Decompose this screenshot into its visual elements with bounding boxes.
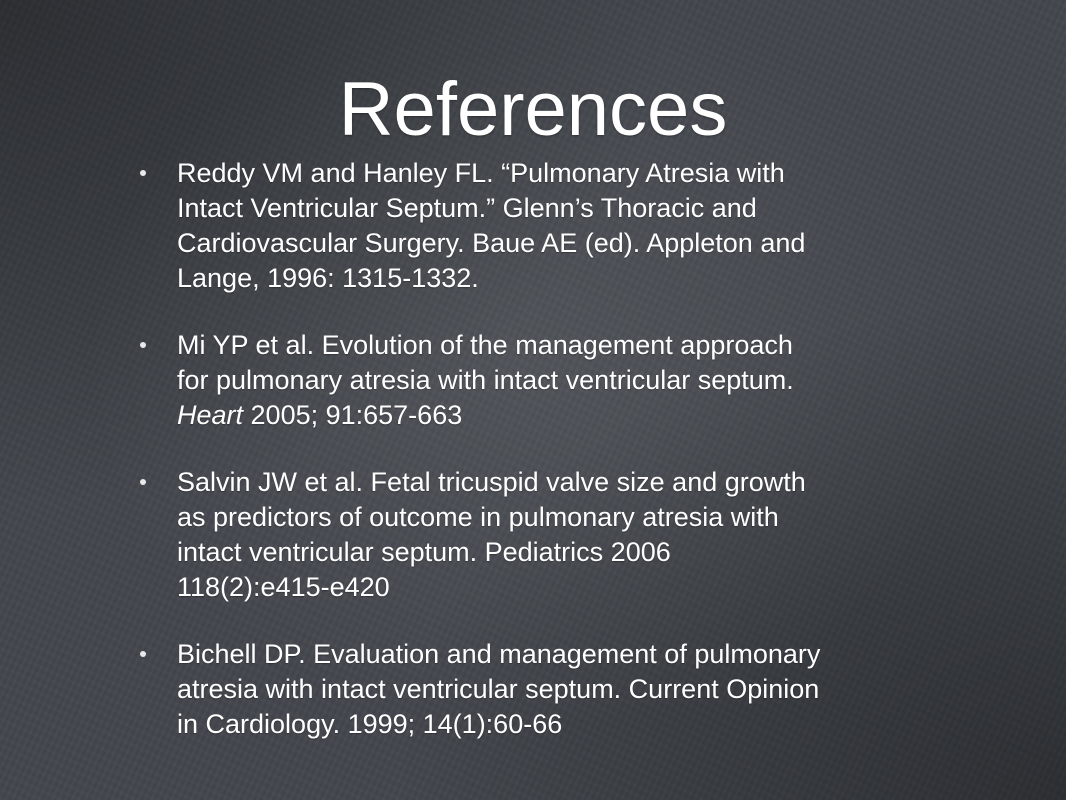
reference-item-3 <box>140 465 970 605</box>
slide-title: References <box>338 67 728 152</box>
reference-1-line-2: Intact Ventricular Septum.” Glenn’s Thoracic and <box>177 193 757 223</box>
bullet-icon <box>140 170 146 176</box>
reference-1-line-4: Lange, 1996: 1315-1332. <box>177 263 479 293</box>
reference-2-line-3 <box>177 398 970 433</box>
bullet-icon <box>140 651 146 657</box>
reference-3-line-3: intact ventricular septum. Pediatrics 2006 <box>177 537 671 567</box>
bullet-icon <box>140 342 146 348</box>
reference-4-line-2: atresia with intact ventricular septum. Current Opinion <box>177 674 820 704</box>
bullet-icon <box>140 479 146 485</box>
reference-1-line-1: Reddy VM and Hanley FL. “Pulmonary Atresia with <box>177 158 785 188</box>
reference-2-citation: 2005; 91:657-663 <box>243 400 463 430</box>
reference-2-line-2: for pulmonary atresia with intact ventricular septum. <box>177 365 794 395</box>
reference-item-2 <box>140 328 970 433</box>
reference-3-line-4: 118(2):e415-e420 <box>177 572 390 602</box>
reference-item-4 <box>140 637 970 742</box>
reference-4-line-3: in Cardiology. 1999; 14(1):60-66 <box>177 709 563 739</box>
references-list <box>140 156 970 774</box>
reference-2-journal: Heart <box>177 400 244 430</box>
reference-3-line-1: Salvin JW et al. Fetal tricuspid valve size and growth <box>177 467 806 497</box>
reference-item-1 <box>140 156 970 296</box>
reference-1-line-3: Cardiovascular Surgery. Baue AE (ed). Appleton and <box>177 228 806 258</box>
reference-2-line-1: Mi YP et al. Evolution of the management approach <box>177 330 793 360</box>
reference-4-line-1: Bichell DP. Evaluation and management of pulmonary <box>177 639 821 669</box>
reference-3-line-2: as predictors of outcome in pulmonary atresia with <box>177 502 779 532</box>
